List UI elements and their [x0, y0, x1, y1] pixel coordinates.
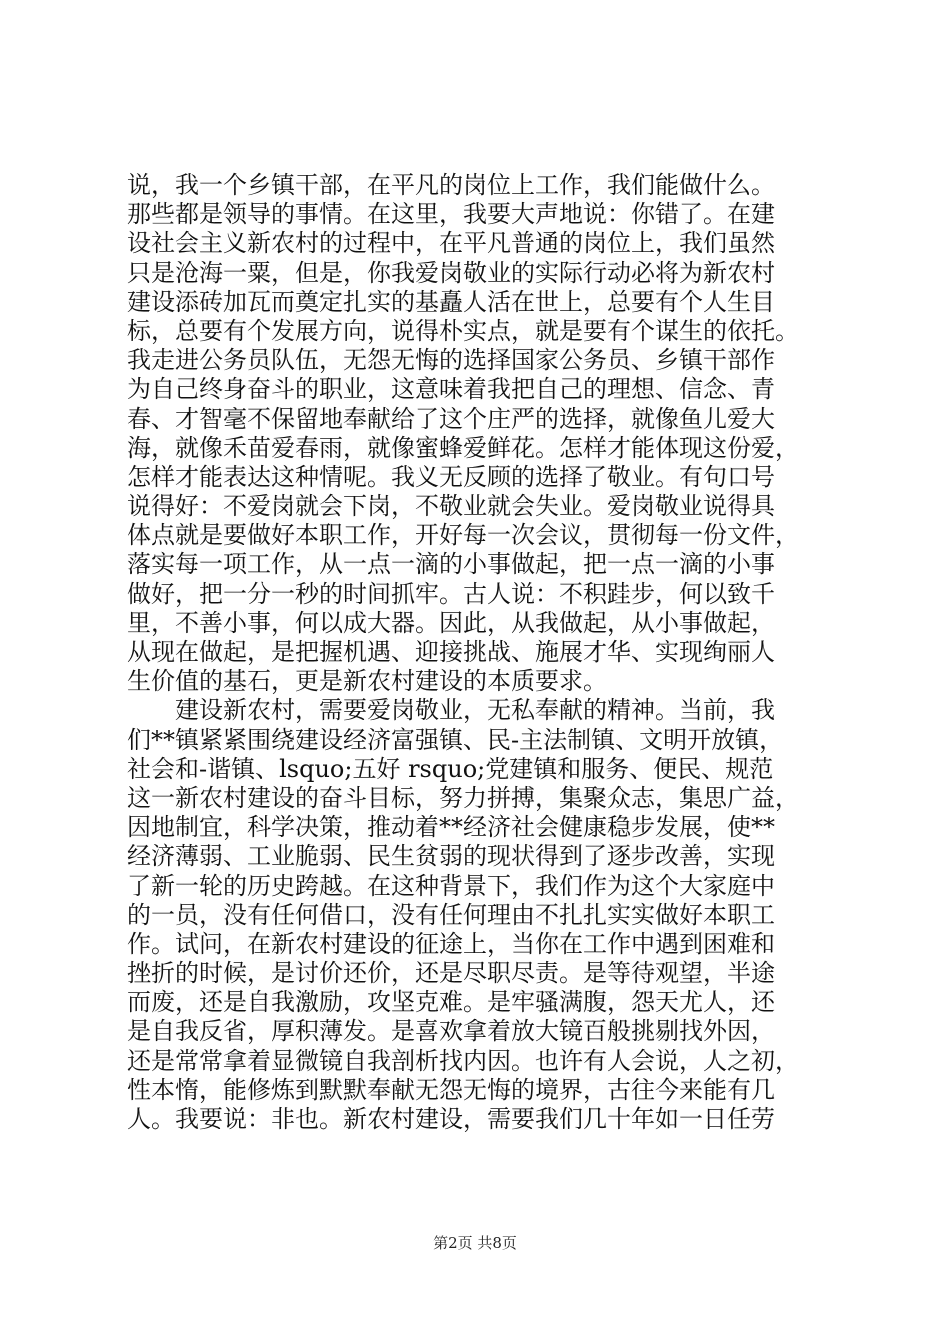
text-line: 了新一轮的历史跨越。在这种背景下，我们作为这个大家庭中 — [127, 871, 775, 900]
text-line: 为自己终身奋斗的职业，这意味着我把自己的理想、信念、青 — [127, 375, 775, 404]
text-line: 生价值的基石，更是新农村建设的本质要求。 — [127, 667, 607, 696]
text-line: 的一员，没有任何借口，没有任何理由不扎扎实实做好本职工 — [127, 900, 775, 929]
text-line: 建设新农村，需要爱岗敬业，无私奉献的精神。当前，我 — [127, 696, 775, 725]
text-line: 性本惰，能修炼到默默奉献无怨无悔的境界，古往今来能有几 — [127, 1075, 775, 1104]
body-text — [127, 171, 847, 1134]
text-line: 说得好：不爱岗就会下岗，不敬业就会失业。爱岗敬业说得具 — [127, 492, 775, 521]
text-line: 怎样才能表达这种情呢。我义无反顾的选择了敬业。有句口号 — [127, 462, 775, 491]
text-line: 是自我反省，厚积薄发。是喜欢拿着放大镜百般挑剔找外因， — [127, 1017, 775, 1046]
text-line: 设社会主义新农村的过程中，在平凡普通的岗位上，我们虽然 — [127, 229, 775, 258]
text-line: 海，就像禾苗爱春雨，就像蜜蜂爱鲜花。怎样才能体现这份爱， — [127, 433, 799, 462]
text-line: 里，不善小事，何以成大器。因此，从我做起，从小事做起， — [127, 608, 775, 637]
page-number-label: 第2页 共8页 — [433, 1234, 517, 1252]
text-line: 作。试问，在新农村建设的征途上，当你在工作中遇到困难和 — [127, 929, 775, 958]
text-line: 说，我一个乡镇干部，在平凡的岗位上工作，我们能做什么。 — [127, 171, 775, 199]
page-footer — [0, 1232, 950, 1253]
text-line: 经济薄弱、工业脆弱、民生贫弱的现状得到了逐步改善，实现 — [127, 842, 775, 871]
text-line: 做好，把一分一秒的时间抓牢。古人说：不积跬步，何以致千 — [127, 579, 775, 608]
text-line: 体点就是要做好本职工作，开好每一次会议，贯彻每一份文件， — [127, 521, 799, 550]
text-line: 们**镇紧紧围绕建设经济富强镇、民-主法制镇、文明开放镇， — [127, 725, 784, 754]
text-line: 这一新农村建设的奋斗目标，努力拼搏，集聚众志，集思广益， — [127, 783, 799, 812]
text-line: 挫折的时候，是讨价还价，还是尽职尽责。是等待观望，半途 — [127, 959, 775, 988]
text-line: 因地制宜，科学决策，推动着**经济社会健康稳步发展，使** — [127, 813, 775, 842]
text-line: 只是沧海一粟，但是，你我爱岗敬业的实际行动必将为新农村 — [127, 258, 775, 287]
text-line: 建设添砖加瓦而奠定扎实的基矗人活在世上，总要有个人生目 — [127, 287, 775, 316]
text-line: 标，总要有个发展方向，说得朴实点，就是要有个谋生的依托。 — [127, 316, 799, 345]
text-line: 还是常常拿着显微镜自我剖析找内因。也许有人会说，人之初， — [127, 1046, 799, 1075]
text-line: 人。我要说：非也。新农村建设，需要我们几十年如一日任劳 — [127, 1105, 775, 1133]
text-line: 从现在做起，是把握机遇、迎接挑战、施展才华、实现绚丽人 — [127, 638, 775, 666]
text-line: 春、才智毫不保留地奉献给了这个庄严的选择，就像鱼儿爱大 — [127, 404, 775, 433]
text-line: 落实每一项工作，从一点一滴的小事做起，把一点一滴的小事 — [127, 550, 775, 579]
text-line: 那些都是领导的事情。在这里，我要大声地说：你错了。在建 — [127, 200, 775, 229]
text-line: 而废，还是自我激励，攻坚克难。是牢骚满腹，怨天尤人，还 — [127, 988, 775, 1017]
text-line: 社会和-谐镇、lsquo;五好 rsquo;党建镇和服务、便民、规范 — [127, 754, 774, 783]
text-line: 我走进公务员队伍，无怨无悔的选择国家公务员、乡镇干部作 — [127, 346, 775, 375]
